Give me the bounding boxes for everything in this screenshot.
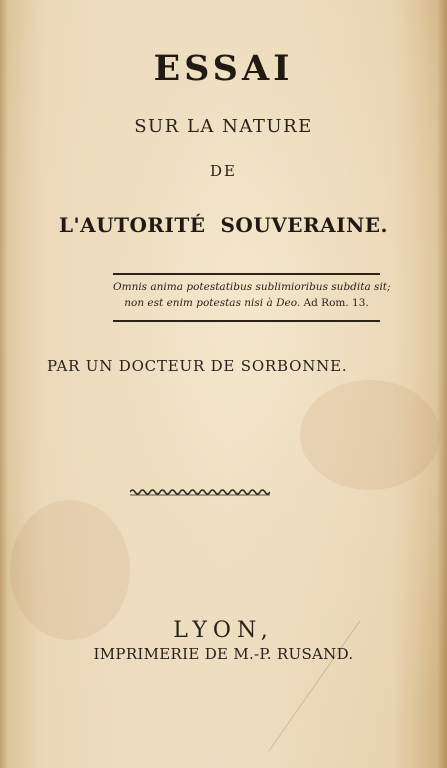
author-line: PAR UN DOCTEUR DE SORBONNE. <box>47 357 348 375</box>
subtitle-line-3: L'AUTORITÉ SOUVERAINE. <box>58 213 389 237</box>
paper-stain <box>300 380 440 490</box>
epigraph-quote: non est enim potestas nisi à Deo. <box>124 297 301 309</box>
epigraph-rule-bottom <box>113 320 380 322</box>
epigraph-reference: Ad Rom. 13. <box>300 297 369 309</box>
epigraph-rule-top <box>113 273 380 275</box>
ornament-divider <box>130 487 270 497</box>
epigraph-line-2 <box>113 296 380 311</box>
imprint-printer: IMPRIMERIE DE M.-P. RUSAND. <box>93 645 354 663</box>
subtitle-line-2: DE <box>210 162 237 180</box>
epigraph-line-1: Omnis anima potestatibus sublimioribus subdita sit; <box>113 281 391 293</box>
subtitle-line-1: SUR LA NATURE <box>134 116 313 137</box>
book-title: ESSAI <box>153 48 294 89</box>
imprint-city: LYON, <box>173 618 274 643</box>
